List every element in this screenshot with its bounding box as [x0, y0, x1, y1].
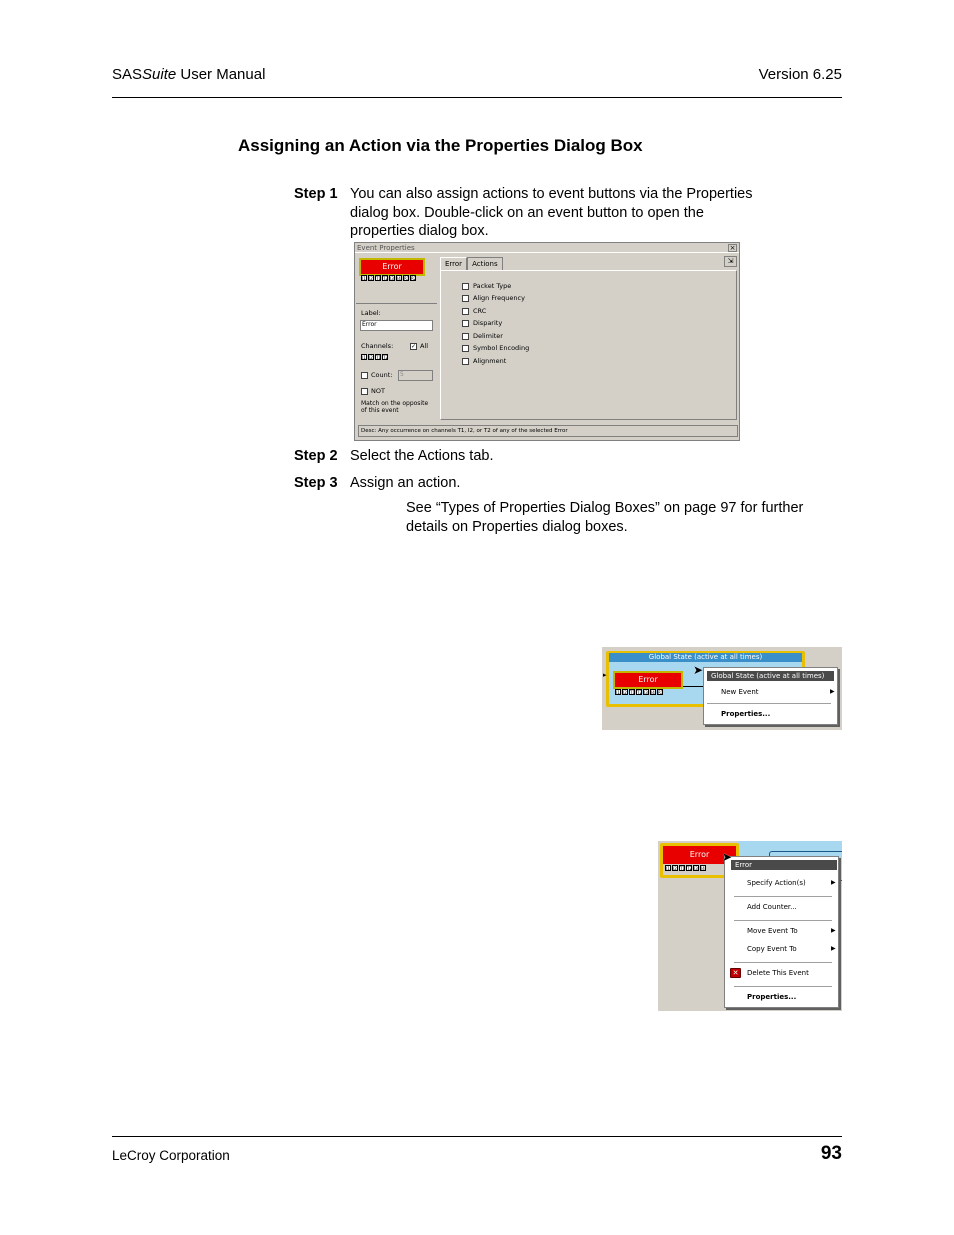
section-title: Assigning an Action via the Properties Dialog Box [238, 136, 643, 155]
label-field[interactable]: Error [360, 320, 433, 331]
channel-chip: T1 [376, 276, 381, 281]
count-checkbox-row[interactable] [361, 371, 393, 379]
global-state-title: Global State (active at all times) [609, 653, 802, 662]
mouse-cursor-icon: ➤ [722, 850, 733, 864]
checkbox-label: Delimiter [473, 332, 503, 340]
step-1-line: You can also assign actions to event buttons via the Properties [350, 186, 753, 202]
menu-separator [734, 920, 832, 921]
all-caption: All [420, 342, 429, 350]
label-caption: Label: [361, 309, 381, 317]
event-button-error[interactable]: Error [359, 258, 425, 276]
header-rule [112, 97, 842, 98]
channel-chips [615, 689, 663, 695]
event-button-error[interactable]: Error [663, 846, 736, 864]
checkbox-delimiter[interactable] [462, 332, 503, 340]
step-1-line: properties dialog box. [350, 223, 489, 239]
checkbox-label: Packet Type [473, 282, 512, 290]
menu-item-new-event[interactable]: New Event [721, 688, 759, 696]
channel-chip: T1 [680, 866, 685, 871]
transition-arrow [683, 686, 703, 687]
channel-chip[interactable]: T1 [376, 355, 381, 360]
channel-chip: T2 [383, 276, 388, 281]
header-version: Version 6.25 [758, 66, 842, 83]
channels-chips [361, 354, 388, 360]
match-caption [361, 400, 428, 414]
channel-chip[interactable]: I2 [369, 355, 373, 360]
checkbox[interactable] [462, 320, 469, 327]
checkbox[interactable] [462, 345, 469, 352]
channel-chip: I1 [362, 276, 366, 281]
menu-separator [734, 896, 832, 897]
count-field[interactable]: 5 [398, 370, 433, 381]
channel-chip: I3 [694, 866, 698, 871]
not-caption: NOT [371, 387, 385, 395]
submenu-arrow-icon: ▶ [831, 879, 836, 886]
menu-item-move-event-to[interactable]: Move Event To [747, 927, 798, 935]
page-number: 93 [820, 1143, 842, 1164]
event-button-error[interactable]: Error [613, 671, 683, 689]
channel-chip: I3 [390, 276, 394, 281]
step-2-text: Select the Actions tab. [350, 448, 494, 464]
channel-chip: I1 [616, 690, 620, 695]
checkbox-label: Disparity [473, 319, 503, 327]
step-3-text: Assign an action. [350, 475, 461, 491]
count-checkbox[interactable] [361, 372, 368, 379]
not-checkbox[interactable] [361, 388, 368, 395]
checkbox-align-frequency[interactable] [462, 294, 525, 302]
checkbox-label: Align Frequency [473, 294, 525, 302]
all-checkbox[interactable]: ✓ [411, 342, 417, 350]
channel-chip: I4 [701, 866, 705, 871]
count-caption: Count: [371, 371, 393, 379]
step-1-line: dialog box. Double-click on an event button to open the [350, 204, 704, 221]
dialog-tabs [440, 257, 503, 270]
checkbox-alignment[interactable] [462, 357, 506, 365]
channel-chip: R1 [404, 276, 410, 281]
channel-chip[interactable]: T2 [383, 355, 388, 360]
channel-chip: T2 [637, 690, 642, 695]
match-line: Match on the opposite [361, 400, 429, 407]
step-1-label: Step 1 [294, 186, 338, 202]
channels-caption: Channels: [361, 342, 394, 350]
submenu-arrow-icon: ▶ [831, 927, 836, 934]
submenu-arrow-icon: ▶ [830, 688, 835, 695]
step-1-text [350, 185, 753, 241]
submenu-arrow-icon: ▶ [831, 945, 836, 952]
menu-item-copy-event-to[interactable]: Copy Event To [747, 945, 797, 953]
brand-prefix: SAS [112, 66, 143, 83]
channel-chip: I2 [623, 690, 627, 695]
menu-item-specify-actions[interactable]: Specify Action(s) [747, 879, 806, 887]
channel-chip: R1 [658, 690, 664, 695]
checkbox[interactable] [462, 295, 469, 302]
checkbox[interactable] [462, 283, 469, 290]
checkbox-disparity[interactable] [462, 319, 502, 327]
not-checkbox-row[interactable] [361, 387, 385, 395]
channel-chip: T2 [687, 866, 692, 871]
note-line: details on Properties dialog boxes. [406, 519, 628, 535]
channel-chip: T1 [630, 690, 635, 695]
channel-chip[interactable]: I1 [362, 355, 366, 360]
note-line: See “Types of Properties Dialog Boxes” on page 97 for further [406, 500, 804, 516]
checkbox-symbol-encoding[interactable] [462, 344, 529, 352]
footer-company: LeCroy Corporation [112, 1148, 230, 1163]
channel-chip: I2 [369, 276, 373, 281]
brand-italic: Suite [142, 66, 177, 83]
checkbox-label: Alignment [473, 357, 507, 365]
checkbox-label: CRC [473, 307, 487, 315]
step-3-label: Step 3 [294, 475, 338, 491]
header-title [112, 66, 265, 83]
channel-chip: I4 [651, 690, 655, 695]
pin-icon[interactable]: ⇲ [724, 256, 737, 267]
step-2-label: Step 2 [294, 448, 338, 464]
tab-error[interactable]: Error [440, 257, 467, 270]
brand-suffix: User Manual [176, 66, 266, 83]
checkbox[interactable] [462, 333, 469, 340]
channel-chip: I3 [644, 690, 648, 695]
menu-item-delete-event[interactable]: Delete This Event [747, 969, 809, 977]
checkbox-label: Symbol Encoding [473, 344, 530, 352]
checkbox[interactable] [462, 308, 469, 315]
checkbox[interactable] [462, 358, 469, 365]
close-icon[interactable]: × [729, 244, 736, 252]
checkbox-crc[interactable] [462, 307, 486, 315]
channel-chip: I1 [666, 866, 670, 871]
channel-chip: R2 [411, 276, 417, 281]
dialog-title: Event Properties [355, 243, 739, 253]
divider [356, 303, 437, 304]
footer-rule [112, 1136, 842, 1137]
all-checkbox-row[interactable] [410, 342, 428, 350]
menu-separator [734, 986, 832, 987]
menu-item-properties[interactable]: Properties... [721, 710, 771, 718]
match-line: of this event [361, 407, 399, 414]
menu-header[interactable]: Global State (active at all times) [707, 671, 834, 681]
tab-actions[interactable]: Actions [467, 257, 503, 270]
state-entry-arrow-icon: ▸ [603, 671, 607, 679]
see-also-note [406, 499, 846, 537]
menu-item-add-counter[interactable]: Add Counter... [747, 903, 797, 911]
dialog-status-bar: Desc: Any occurrence on channels T1, I2, or T2 of any of the selected Error [358, 425, 738, 437]
channel-chip: I2 [673, 866, 677, 871]
channel-chip: I4 [397, 276, 401, 281]
menu-item-properties[interactable]: Properties... [747, 993, 797, 1001]
channel-chips [361, 275, 416, 281]
menu-separator [734, 962, 832, 963]
mouse-cursor-icon: ➤ [693, 663, 704, 677]
delete-icon: ✕ [730, 968, 741, 978]
channel-chips [665, 865, 706, 871]
checkbox-packet-type[interactable] [462, 282, 511, 290]
menu-header[interactable]: Error [731, 860, 837, 870]
menu-separator [707, 703, 831, 704]
